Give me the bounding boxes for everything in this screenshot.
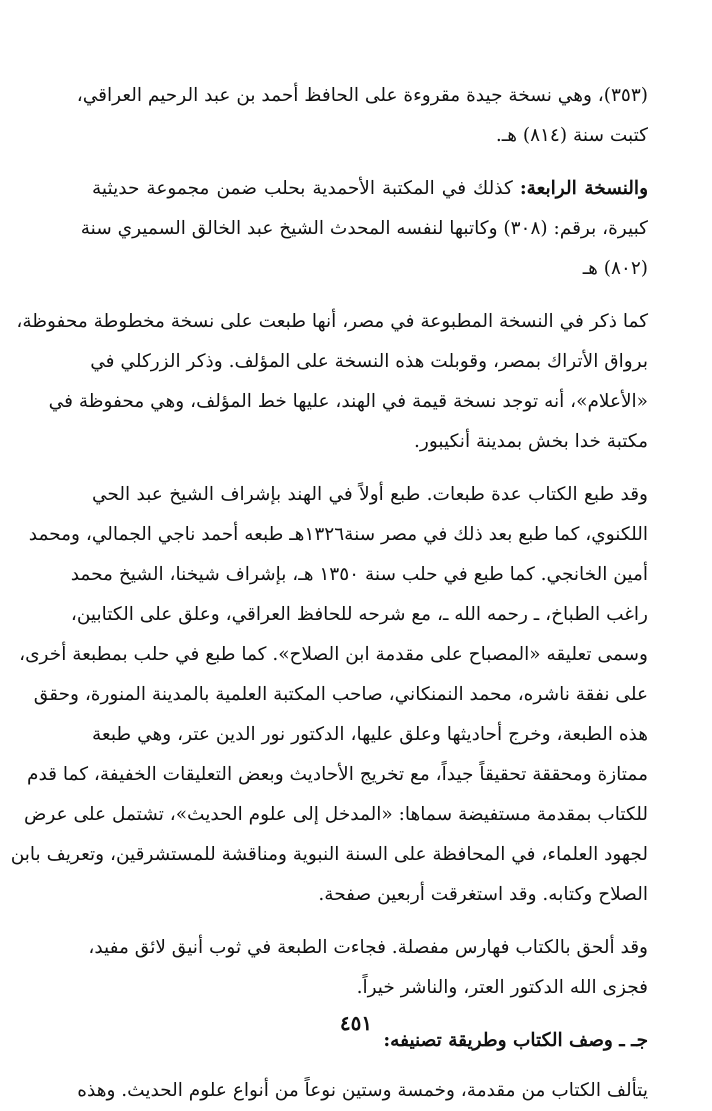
line-text: فجزى الله الدكتور العتر، والناشر خيراً. [356, 977, 648, 998]
section-heading: جـ ـ وصف الكتاب وطريقة تصنيفه: [383, 1030, 648, 1051]
line-text: راغب الطباخ، ـ رحمه الله ـ، مع شرحه للحافظ العراقي، وعلق على الكتابين، [70, 604, 648, 625]
text-line [28, 515, 648, 555]
text-line [92, 715, 648, 755]
text-line [92, 422, 648, 462]
text-line [23, 795, 648, 835]
text-line [76, 76, 648, 116]
text-line [92, 169, 648, 209]
section-label: والنسخة الرابعة: [519, 178, 649, 199]
line-text: مكتبة خدا بخش بمدينة أنكيبور. [414, 431, 648, 452]
text-line [92, 475, 648, 515]
paragraph [16, 302, 648, 462]
line-text: كما ذكر في النسخة المطبوعة في مصر، أنها طبعت على نسخة مخطوطة محفوظة، [16, 311, 648, 332]
page-number: ٤٥١ [339, 1011, 373, 1035]
line-text: وسمى تعليقه «المصباح على مقدمة ابن الصلاح». كما طبع في حلب بمطبعة أخرى، [19, 644, 648, 665]
line-text: كذلك في المكتبة الأحمدية بحلب ضمن مجموعة حديثية [92, 178, 520, 199]
text-line [92, 116, 648, 156]
line-text: وقد ألحق بالكتاب فهارس مفصلة. فجاءت الطبعة في ثوب أنيق لائق مفيد، [88, 937, 648, 958]
text-line [19, 635, 648, 675]
paragraph [80, 169, 649, 289]
line-text: للكتاب بمقدمة مستفيضة سماها: «المدخل إلى علوم الحديث»، تشتمل على عرض [23, 804, 648, 825]
text-line [92, 342, 648, 382]
line-text: لجهود العلماء، في المحافظة على السنة النبوية ومناقشة للمستشرقين، وتعريف بابن [10, 844, 648, 865]
paragraph [76, 76, 648, 156]
text-line [88, 928, 648, 968]
line-text: اللكنوي، كما طبع بعد ذلك في مصر سنة١٣٢٦هـ طبعه أحمد ناجي الجمالي، ومحمد [28, 524, 648, 545]
text-line [92, 249, 648, 289]
paragraph [88, 928, 648, 1008]
line-text: الصلاح وكتابه. وقد استغرقت أربعين صفحة. [318, 884, 648, 905]
text-line [48, 382, 648, 422]
line-text: (٣٥٣)، وهي نسخة جيدة مقروءة على الحافظ أحمد بن عبد الرحيم العراقي، [76, 85, 648, 106]
line-text: (٨٠٢) هـ [582, 258, 648, 279]
line-text: كتبت سنة (٨١٤) هـ. [495, 125, 648, 146]
line-text: أمين الخانجي. كما طبع في حلب سنة ١٣٥٠ هـ، بإشراف شيخنا، الشيخ محمد [70, 564, 648, 585]
text-line [16, 302, 648, 342]
line-text: برواق الأتراك بمصر، وقوبلت هذه النسخة على المؤلف. وذكر الزركلي في [90, 351, 648, 372]
text-line [92, 875, 648, 915]
text-line [26, 755, 648, 795]
line-text: على نفقة ناشره، محمد النمنكاني، صاحب المكتبة العلمية بالمدينة المنورة، وحقق [33, 684, 648, 705]
line-text: كبيرة، برقم: (٣٠٨) وكاتبها لنفسه المحدث الشيخ عبد الخالق السميري سنة [80, 218, 648, 239]
text-line [92, 968, 648, 1008]
line-text: هذه الطبعة، وخرج أحاديثها وعلق عليها، الدكتور نور الدين عتر، وهي طبعة [92, 724, 648, 745]
line-text: ممتازة ومحققة تحقيقاً جيداً، مع تخريج الأحاديث وبعض التعليقات الخفيفة، كما قدم [26, 764, 648, 785]
line-text: وقد طبع الكتاب عدة طبعات. طبع أولاً في الهند بإشراف الشيخ عبد الحي [92, 484, 648, 505]
text-line [70, 555, 648, 595]
text-line [80, 209, 648, 249]
line-text: «الأعلام»، أنه توجد نسخة قيمة في الهند، عليها خط المؤلف، وهي محفوظة في [48, 391, 648, 412]
paragraph [10, 475, 648, 915]
text-line [33, 675, 648, 715]
text-line: يتألف الكتاب من مقدمة، وخمسة وستين نوعاً من أنواع علوم الحديث. وهذه [77, 1080, 648, 1101]
text-line [70, 595, 648, 635]
text-line [10, 835, 648, 875]
